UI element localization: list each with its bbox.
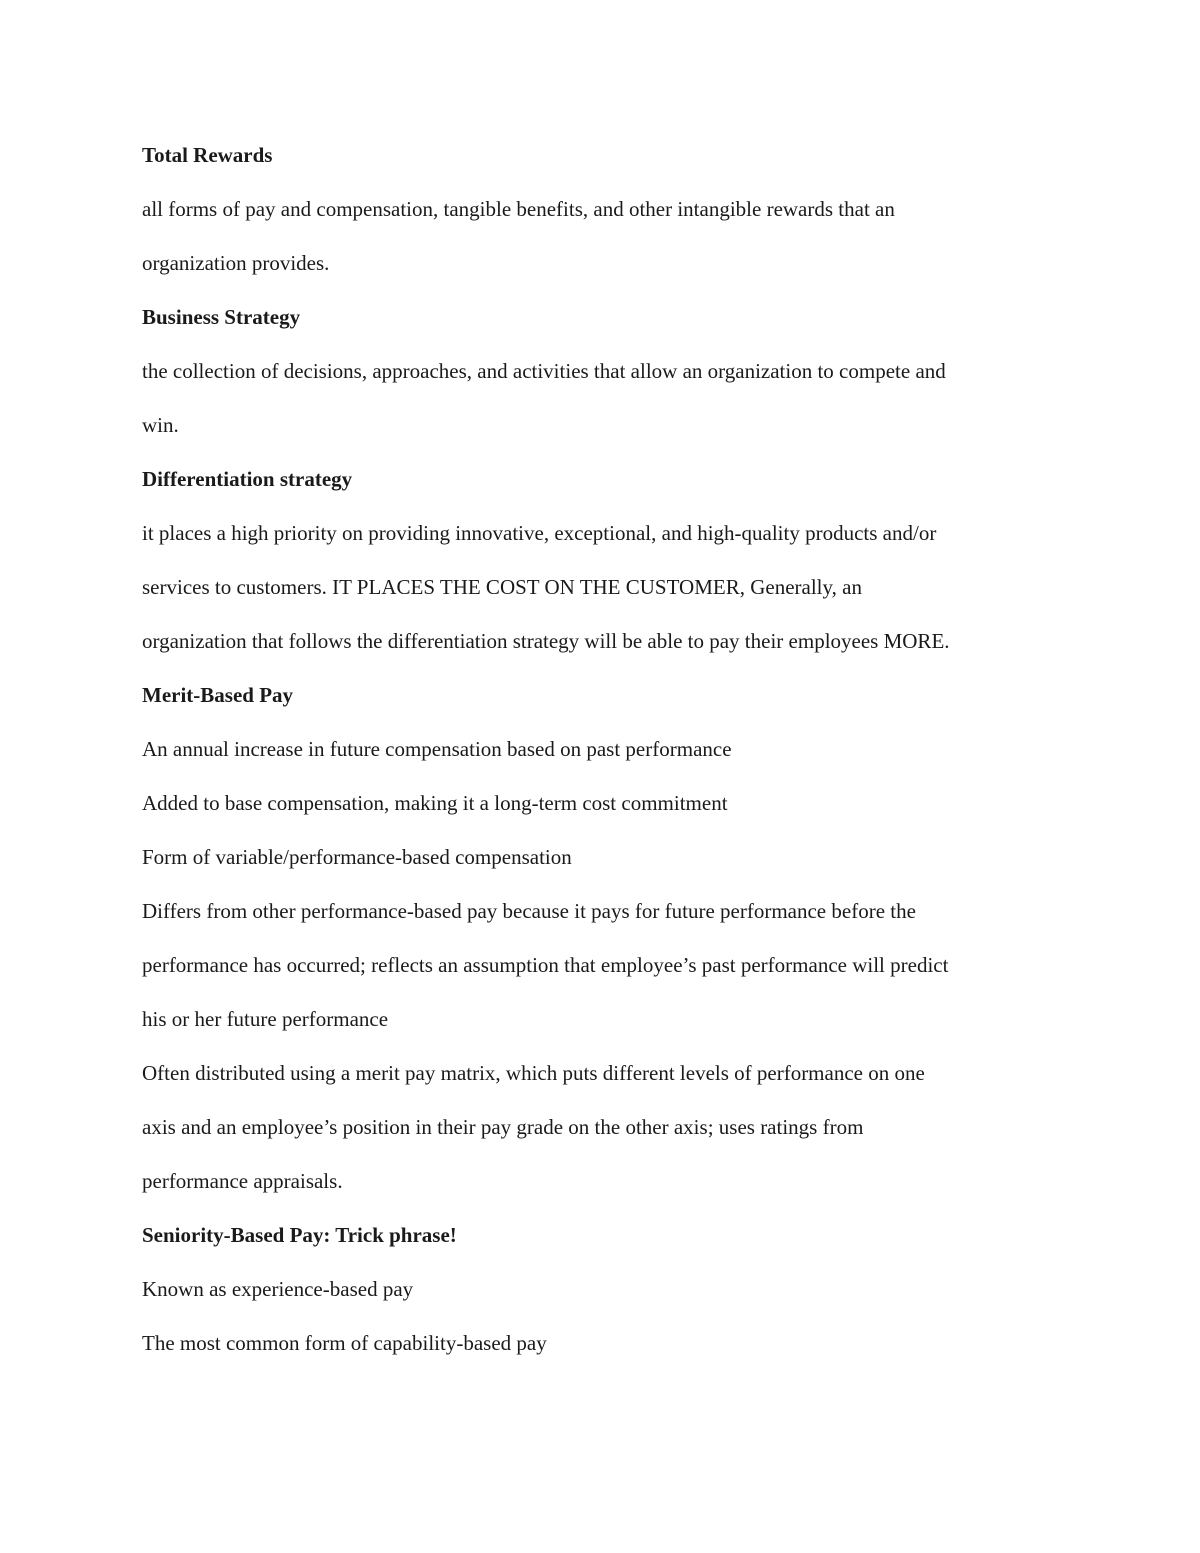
heading-seniority-based-pay: Seniority-Based Pay: Trick phrase! [142,1223,457,1247]
body-line: The most common form of capability-based pay [142,1331,547,1355]
body-line: Added to base compensation, making it a long-term cost commitment [142,791,728,815]
document-page [142,128,1062,1370]
body-line: performance has occurred; reflects an assumption that employee’s past performance will predict [142,953,949,977]
heading-differentiation-strategy: Differentiation strategy [142,467,353,491]
heading-merit-based-pay: Merit-Based Pay [142,683,294,707]
body-line: his or her future performance [142,1007,389,1031]
body-line: An annual increase in future compensation based on past performance [142,737,732,761]
body-line: organization that follows the differentiation strategy will be able to pay their employees MORE. [142,629,950,653]
body-line: Form of variable/performance-based compensation [142,845,572,869]
body-line: Often distributed using a merit pay matrix, which puts different levels of performance on one [142,1061,925,1085]
body-line: axis and an employee’s position in their pay grade on the other axis; uses ratings from [142,1115,864,1139]
body-line: win. [142,413,179,437]
body-line: organization provides. [142,251,330,275]
body-line: performance appraisals. [142,1169,343,1193]
body-line: Known as experience-based pay [142,1277,414,1301]
body-line: it places a high priority on providing innovative, exceptional, and high-quality products and/or [142,521,937,545]
body-line: the collection of decisions, approaches, and activities that allow an organization to compete and [142,359,946,383]
heading-business-strategy: Business Strategy [142,305,301,329]
body-line: services to customers. IT PLACES THE COST ON THE CUSTOMER, Generally, an [142,575,862,599]
body-line: Differs from other performance-based pay because it pays for future performance before the [142,899,916,923]
body-line: all forms of pay and compensation, tangible benefits, and other intangible rewards that an [142,197,895,221]
heading-total-rewards: Total Rewards [142,143,273,167]
